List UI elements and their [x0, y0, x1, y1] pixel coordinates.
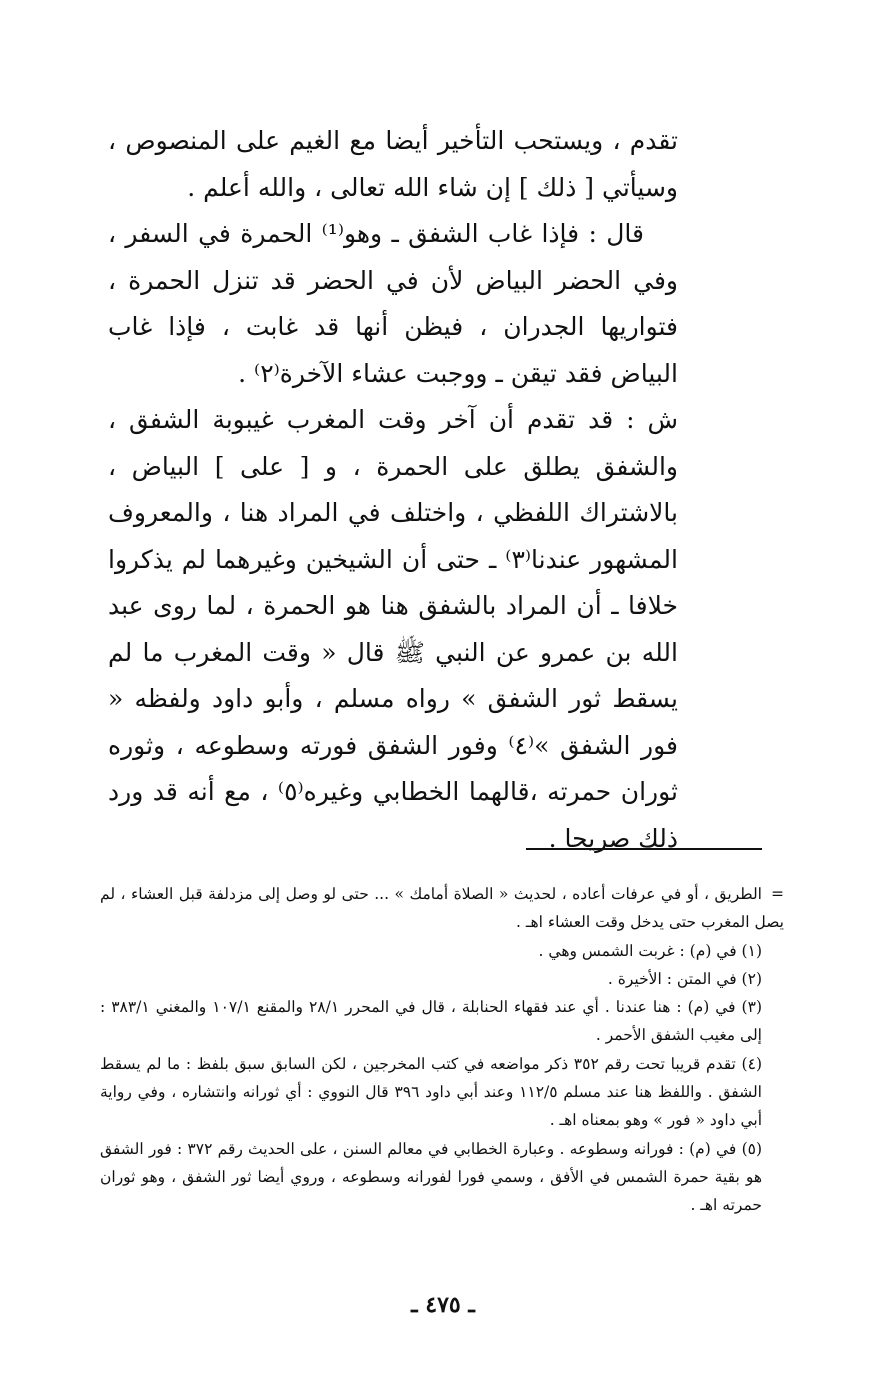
paragraph: تقدم ، ويستحب التأخير أيضا مع الغيم على المنصوص ، وسيأتي [ ذلك ] إن شاء الله تعالى ، والله أعلم .: [108, 126, 678, 202]
main-text: [108, 118, 678, 862]
footnote-continuation-text: الطريق ، أو في عرفات أعاده ، لحديث « الصلاة أمامك » ... حتى لو وصل إلى مزدلفة قبل العشاء ، لم يصل المغرب حتى يدخل وقت العشاء اهـ .: [100, 885, 784, 932]
paragraph: ش : قد تقدم أن آخر وقت المغرب غيبوبة الشفق ، والشفق يطلق على الحمرة ، و [ على ] البياض ، بالاشتراك اللفظي ، واختلف في المراد هنا ، والمعروف المشهور عندنا⁽٣⁾ ـ حتى أن الشيخين وغيرهما لم يذكروا خلافا ـ أن المراد بالشفق هنا هو الحمرة ، لما روى عبد الله بن عمرو عن النبي ﷺ قال « وقت المغرب ما لم يسقط ثور الشفق » رواه مسلم ، وأبو داود ولفظه « فور الشفق »⁽٤⁾ وفور الشفق فورته وسطوعه ، وثوره ثوران حمرته ،قالهما الخطابي وغيره⁽٥⁾ ، مع أنه قد ورد ذلك صريحا .: [108, 405, 678, 853]
footnote: (٥) في (م) : فورانه وسطوعه . وعبارة الخطابي في معالم السنن ، على الحديث رقم ٣٧٢ : فور الشفق هو بقية حمرة الشمس في الأفق ، وسمي فورا لفورانه وسطوعه ، وروي أيضا ثور الشفق ، وهو ثوران حمرته اهـ .: [100, 1139, 763, 1215]
footnote: (٤) تقدم قريبا تحت رقم ٣٥٢ ذكر مواضعه في كتب المخرجين ، لكن السابق سبق بلفظ : ما لم يسقط الشفق . واللفظ هنا عند مسلم ١١٢/٥ وعند أبي داود ٣٩٦ قال النووي : أي ثورانه وانتشاره ، وفي رواية أبي داود « فور » وهو بمعناه اهـ .: [100, 1054, 762, 1130]
continuation-mark: =: [771, 885, 784, 903]
footnotes: [100, 880, 784, 1220]
page-number: ـ ٤٧٥ ـ: [411, 1292, 475, 1318]
footnote: (١) في (م) : غربت الشمس وهي .: [538, 941, 762, 960]
paragraph: قال : فإذا غاب الشفق ـ وهو⁽¹⁾ الحمرة في السفر ، وفي الحضر البياض لأن في الحضر قد تنزل الحمرة ، فتواريها الجدران ، فيظن أنها قد غابت ، فإذا غاب البياض فقد تيقن ـ ووجبت عشاء الآخرة⁽٢⁾ .: [108, 219, 678, 388]
footnote-separator: [526, 848, 762, 850]
footnote-continuation: [100, 880, 784, 937]
footnote: (٣) في (م) : هنا عندنا . أي عند فقهاء الحنابلة ، قال في المحرر ٢٨/١ والمقنع ١٠٧/١ والمغني ٣٨٣/١ : إلى مغيب الشفق الأحمر .: [100, 998, 762, 1045]
footnote: (٢) في المتن : الأخيرة .: [607, 969, 762, 988]
